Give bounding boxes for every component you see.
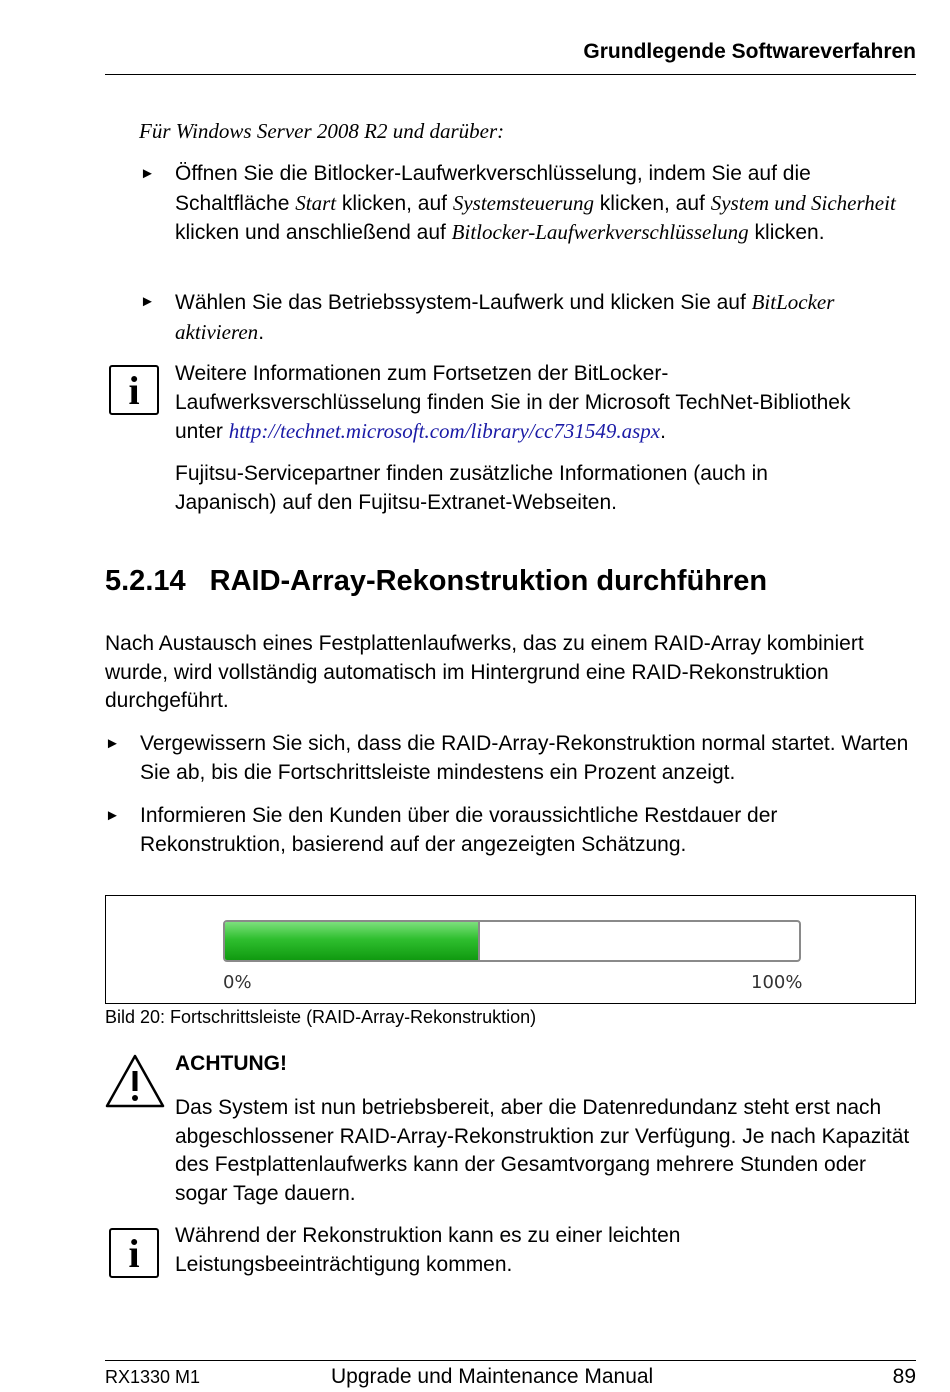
bullet1-text-b: klicken, auf	[336, 191, 453, 215]
footer-model: RX1330 M1	[105, 1367, 201, 1387]
warning-title: ACHTUNG!	[175, 1052, 287, 1075]
bullet1-text-a: Öffnen Sie die Bitlocker-Laufwerkverschlüsselung, indem Sie auf die Schaltfläche	[175, 162, 811, 215]
figure-frame	[105, 895, 916, 1004]
ui-term-start: Start	[295, 190, 337, 215]
section-bullet-inform: Informieren Sie den Kunden über die voraussichtliche Restdauer der Rekonstruktion, basierend auf der angezeigten Schätzung.	[140, 804, 778, 856]
info-note-performance: Während der Rekonstruktion kann es zu einer leichten Leistungsbeeinträchtigung kommen.	[175, 1224, 681, 1276]
info-icon: i	[109, 1228, 159, 1278]
footer-rule	[105, 1360, 916, 1361]
progress-bar	[223, 920, 801, 962]
info1-text: Weitere Informationen zum Fortsetzen der BitLocker-Laufwerksverschlüsselung finden Sie in der Microsoft TechNet-Bibliothek unter	[175, 362, 851, 443]
bullet-item-open-bitlocker	[175, 160, 920, 248]
ui-term-system-sicherheit: System und Sicherheit	[710, 190, 896, 215]
footer-manual-title: Upgrade und Maintenance Manual	[331, 1365, 654, 1388]
bullet2-text-b: .	[258, 320, 265, 344]
header-rule	[105, 74, 916, 75]
intro-label: Für Windows Server 2008 R2 und darüber:	[139, 119, 505, 143]
triangle-bullet-icon: ►	[140, 293, 155, 310]
section-number: 5.2.14	[105, 565, 186, 597]
technet-link[interactable]: http://technet.microsoft.com/library/cc731549.aspx	[228, 419, 661, 443]
bullet1-text-c: klicken, auf	[593, 191, 711, 215]
section-bullet-verify: Vergewissern Sie sich, dass die RAID-Array-Rekonstruktion normal startet. Warten Sie ab, bis die Fortschrittsleiste mindestens ein Prozent anzeigt.	[140, 732, 909, 784]
running-header: Grundlegende Softwareverfahren	[583, 40, 916, 63]
triangle-bullet-icon: ►	[105, 735, 120, 752]
page-number: 89	[892, 1365, 916, 1388]
info-icon: i	[109, 365, 159, 415]
bullet-item-select-drive	[175, 288, 920, 347]
info-note-technet	[175, 360, 855, 447]
progress-fill	[225, 922, 480, 960]
info1-period: .	[660, 420, 666, 443]
ui-term-bitlocker-aktivieren: BitLocker aktivieren	[175, 290, 835, 344]
triangle-bullet-icon: ►	[140, 165, 155, 182]
figure-caption: Bild 20: Fortschrittsleiste (RAID-Array-Rekonstruktion)	[105, 1007, 537, 1027]
info-note-fujitsu: Fujitsu-Servicepartner finden zusätzliche Informationen (auch in Japanisch) auf den Fujitsu-Extranet-Webseiten.	[175, 462, 768, 514]
section-heading	[105, 563, 767, 599]
progress-label-min: 0%	[223, 972, 252, 993]
warning-triangle-icon	[104, 1053, 166, 1109]
progress-label-max: 100%	[751, 972, 803, 993]
ui-term-systemsteuerung: Systemsteuerung	[452, 190, 594, 215]
section-title: RAID-Array-Rekonstruktion durchführen	[209, 565, 768, 597]
bullet1-text-d: klicken und anschließend auf	[175, 221, 452, 244]
warning-text: Das System ist nun betriebsbereit, aber die Datenredundanz steht erst nach abgeschlossener RAID-Array-Rekonstruktion zur Verfügung. Je nach Kapazität des Festplattenlaufwerks kann der Gesamtvorgang mehrere Stunden oder sogar Tage dauern.	[175, 1096, 910, 1205]
section-paragraph: Nach Austausch eines Festplattenlaufwerks, das zu einem RAID-Array kombiniert wurde, wird vollständig automatisch im Hintergrund eine RAID-Rekonstruktion durchgeführt.	[105, 632, 864, 712]
triangle-bullet-icon: ►	[105, 807, 120, 824]
bullet2-text-a: Wählen Sie das Betriebssystem-Laufwerk und klicken Sie auf	[175, 291, 752, 314]
ui-term-bitlocker: Bitlocker-Laufwerkverschlüsselung	[451, 220, 749, 244]
bullet1-text-e: klicken.	[748, 221, 825, 244]
